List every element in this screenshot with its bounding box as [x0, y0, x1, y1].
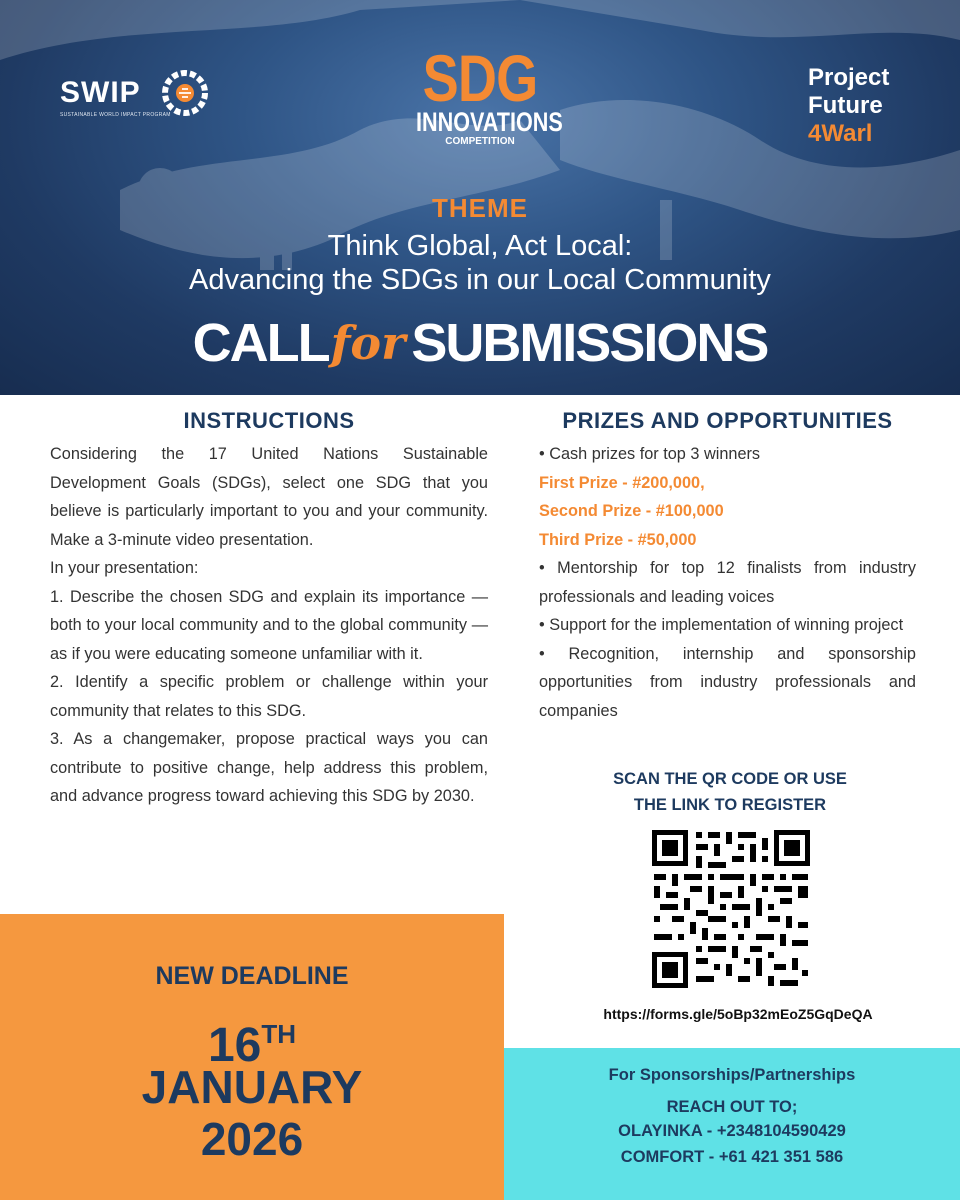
deadline-day-number: 16	[207, 1019, 262, 1072]
deadline-day-suffix: TH	[261, 1019, 297, 1049]
reach-out-label: REACH OUT TO;	[666, 1098, 798, 1116]
swip-logo	[60, 70, 220, 120]
theme-line-2: Advancing the SDGs in our Local Community	[189, 264, 771, 296]
sdg-logo-subtitle: INNOVATIONS	[416, 107, 563, 137]
deadline-year: 2026	[200, 1113, 304, 1165]
scan-line-2: THE LINK TO REGISTER	[633, 796, 827, 814]
hero-banner	[0, 0, 960, 395]
submissions-word: SUBMISSIONS	[411, 313, 768, 373]
contact-olayinka[interactable]: OLAYINKA - +2348104590429	[618, 1122, 846, 1140]
project-future-line3: 4Warl	[808, 120, 873, 147]
instructions-step: 2. Identify a specific problem or challenge within your community that relates to this SDG.	[50, 673, 488, 720]
theme-label: THEME	[432, 193, 528, 223]
contact-comfort[interactable]: COMFORT - +61 421 351 586	[620, 1148, 844, 1166]
deadline-month: JANUARY	[141, 1061, 363, 1113]
sdg-logo-title: SDG	[422, 41, 538, 115]
recognition-item: • Recognition, internship and sponsorship opportunities from industry professionals and companies	[539, 644, 916, 720]
contact-panel	[504, 1048, 960, 1200]
register-instructions	[560, 766, 900, 818]
swip-tagline: SUSTAINABLE WORLD IMPACT PROGRAM	[60, 112, 171, 118]
for-word: for	[330, 316, 406, 370]
scan-line-1: SCAN THE QR CODE OR USE	[613, 770, 847, 788]
instructions-heading: INSTRUCTIONS	[183, 408, 355, 433]
support-item: • Support for the implementation of winning project	[539, 616, 904, 634]
mentorship-item: • Mentorship for top 12 finalists from industry professionals and leading voices	[539, 559, 916, 606]
instructions-paragraph: Considering the 17 United Nations Sustainable Development Goals (SDGs), select one SDG that you believe is particularly important to you and your community. Make a 3-minute video presentation.	[50, 445, 488, 549]
deadline-label: NEW DEADLINE	[155, 962, 349, 990]
second-prize: Second Prize - #100,000	[539, 502, 724, 520]
call-word: CALL	[192, 313, 329, 373]
qr-finder-bottom-left	[652, 952, 688, 988]
prizes-section	[539, 408, 916, 725]
project-future-line2: Future	[808, 92, 883, 119]
instructions-step: 3. As a changemaker, propose practical ways you can contribute to positive change, help address this problem, and advance progress toward achieving this SDG by 2030.	[50, 730, 488, 805]
qr-finder-top-right	[774, 830, 810, 866]
swip-wordmark: SWIP	[60, 76, 141, 109]
sdg-innovations-logo	[400, 41, 563, 148]
swip-globe-icon	[162, 70, 208, 116]
instructions-step: 1. Describe the chosen SDG and explain its importance — both to your local community and to the global community — as if you were educating someone unfamiliar with it.	[50, 587, 488, 663]
instructions-section	[50, 408, 488, 811]
qr-code[interactable]	[650, 828, 812, 990]
theme-line-1: Think Global, Act Local:	[327, 230, 633, 262]
first-prize: First Prize - #200,000,	[539, 473, 705, 492]
theme-text	[0, 229, 960, 297]
instructions-paragraph: In your presentation:	[50, 559, 199, 577]
project-future-line1: Project	[808, 64, 890, 91]
cash-prizes-item: • Cash prizes for top 3 winners	[539, 445, 761, 463]
prizes-heading: PRIZES AND OPPORTUNITIES	[562, 408, 893, 433]
sponsorship-intro: For Sponsorships/Partnerships	[608, 1066, 856, 1084]
project-future-logo	[808, 64, 928, 148]
call-for-submissions-heading	[0, 312, 960, 374]
sdg-logo-caption: COMPETITION	[445, 136, 515, 147]
registration-link[interactable]: https://forms.gle/5oBp32mEoZ5GqDeQA	[603, 1006, 873, 1022]
third-prize: Third Prize - #50,000	[539, 530, 697, 549]
qr-finder-top-left	[652, 830, 688, 866]
